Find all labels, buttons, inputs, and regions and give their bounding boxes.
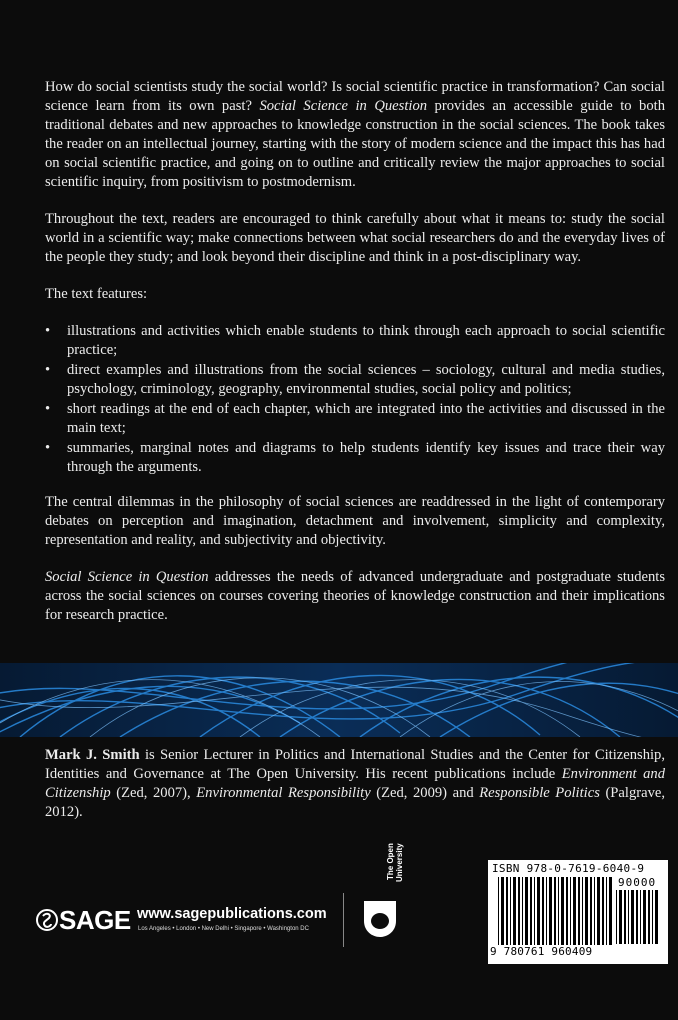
barcode-bar: [570, 877, 571, 945]
barcode-bar: [597, 877, 600, 945]
barcode-addon-number: 90000: [618, 876, 657, 889]
barcode-bar: [530, 877, 532, 945]
open-university-shield-icon: [362, 899, 398, 939]
bio-text: (Zed, 2007),: [110, 785, 197, 801]
blurb-text: addresses the needs of advanced undergraduate and postgraduate students across the social sciences on courses covering theories of knowledge construction and their implications for research practice.: [45, 569, 666, 623]
sage-logo: [36, 905, 131, 936]
barcode-bar: [594, 877, 595, 945]
bullet-icon: •: [45, 323, 51, 339]
feature-item: [45, 361, 665, 399]
barcode-bar: [624, 890, 626, 944]
barcode-bar: [561, 877, 564, 945]
book-title-italic: Social Science in Question: [259, 98, 428, 114]
barcode-bar: [590, 877, 592, 945]
barcode-bar: [546, 877, 547, 945]
barcode-bar: [549, 877, 552, 945]
barcode-bar: [558, 877, 559, 945]
barcode-bar: [582, 877, 583, 945]
bullet-icon: •: [45, 362, 51, 378]
barcode-bar: [525, 877, 528, 945]
publication-title: Responsible Politics: [479, 785, 600, 801]
barcode-bar: [652, 890, 653, 944]
feature-text: direct examples and illustrations from the social sciences – sociology, cultural and media studies, psychology, criminology, geography, environmental studies, social policy and politics;: [67, 362, 665, 397]
author-name: Mark J. Smith: [45, 747, 140, 763]
open-university-logo: [362, 843, 442, 953]
publisher-cities: Los Angeles • London • New Delhi • Singapore • Washington DC: [138, 926, 309, 932]
blurb-paragraph-2: Throughout the text, readers are encouraged to think carefully about what it means to: study the social world in a scientific way; make connections between what social researchers do and the everyday lives of the people they study; and look beyond their discipline and think in a post-disciplinary way.: [45, 211, 665, 265]
feature-text: summaries, marginal notes and diagrams to help students identify key issues and trace their way through the arguments.: [67, 440, 665, 475]
barcode-bar: [585, 877, 588, 945]
sage-swirl-icon: [36, 908, 58, 932]
barcode-bar: [534, 877, 535, 945]
barcode-bar: [609, 877, 612, 945]
blurb-paragraph-5: [45, 568, 665, 625]
bullet-icon: •: [45, 401, 51, 417]
author-bio: [45, 746, 665, 822]
barcode-bar: [554, 877, 556, 945]
bullet-icon: •: [45, 440, 51, 456]
barcode-bar: [506, 877, 508, 945]
barcode-bar: [501, 877, 504, 945]
barcode-bar: [628, 890, 629, 944]
publication-title: Environmental Responsibility: [196, 785, 371, 801]
publisher-block: [36, 897, 336, 957]
feature-text: short readings at the end of each chapter, which are integrated into the activities and discussed in the main text;: [67, 401, 665, 436]
blurb-paragraph-4: The central dilemmas in the philosophy of social sciences are readdressed in the light of contemporary debates on perception and imagination, detachment and involvement, simplicity and complexity, representation and reality, and subjectivity and objectivity.: [45, 494, 665, 548]
barcode-bar: [648, 890, 650, 944]
decorative-swirl-band: [0, 663, 678, 737]
sage-logo-text: SAGE: [59, 905, 131, 935]
barcode-bar: [602, 877, 604, 945]
features-intro: The text features:: [45, 286, 148, 302]
barcode-digits: 9 780761 960409: [490, 945, 593, 958]
bio-text: (Zed, 2009) and: [370, 785, 480, 801]
blurb-text: provides an accessible guide to both traditional debates and new approaches to knowledge construction in the social sciences. The book takes the reader on an intellectual journey, starting with the story of modern science and the impact this has had on social scientific practice, and going on to outline and critically review the major approaches to social scientific inquiry, from positivism to postmodernism.: [45, 98, 665, 190]
features-list: [45, 322, 665, 477]
barcode-bar: [537, 877, 540, 945]
barcode-bar: [606, 877, 607, 945]
bio-text: is Senior Lecturer in Politics and International Studies and the Center for Citizenship, Identities and Governance at The Open University. His recent publications include: [45, 747, 665, 782]
barcode-bar: [616, 890, 617, 944]
feature-text: illustrations and activities which enable students to think through each approach to social scientific practice;: [67, 323, 665, 358]
blurb-paragraph-1: [45, 78, 665, 192]
feature-item: [45, 322, 665, 360]
publication-title: Environment and Citizenship: [45, 766, 665, 801]
barcode-main-bars: [498, 877, 612, 947]
barcode-bar: [655, 890, 658, 944]
logo-divider: [343, 893, 344, 947]
barcode-bar: [518, 877, 520, 945]
feature-item: [45, 400, 665, 438]
blurb-text: How do social scientists study the social world? Is social scientific practice in transformation? Can social science learn from its own past?: [45, 79, 665, 114]
barcode-bar: [513, 877, 516, 945]
barcode-bar: [631, 890, 634, 944]
barcode-bar: [640, 890, 641, 944]
publisher-url: www.sagepublications.com: [137, 906, 327, 922]
barcode-bar: [522, 877, 523, 945]
barcode-bar: [573, 877, 576, 945]
open-university-label: The Open University: [386, 843, 404, 882]
isbn-barcode: [488, 860, 668, 964]
barcode-addon-bars: [616, 890, 664, 946]
isbn-label: ISBN 978-0-7619-6040-9: [492, 862, 645, 875]
book-title-italic: Social Science in Question: [45, 569, 209, 585]
feature-item: [45, 439, 665, 477]
barcode-bar: [566, 877, 568, 945]
barcode-bar: [619, 890, 622, 944]
barcode-bar: [636, 890, 638, 944]
barcode-bar: [510, 877, 511, 945]
bio-text: (Palgrave, 2012).: [45, 785, 666, 820]
barcode-bar: [643, 890, 646, 944]
back-cover-blurb: [45, 78, 665, 643]
barcode-bar: [542, 877, 544, 945]
barcode-bar: [498, 877, 499, 945]
barcode-bar: [578, 877, 580, 945]
